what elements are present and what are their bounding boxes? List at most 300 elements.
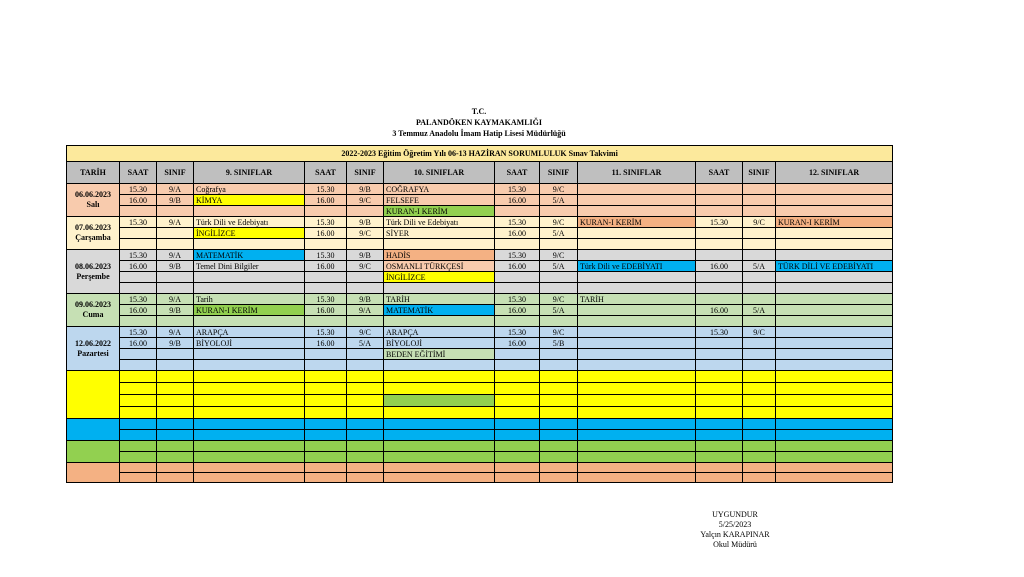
cell-time-9: [120, 239, 157, 250]
table-row: [67, 283, 893, 294]
exam-date: 06.06.2023: [75, 190, 111, 199]
cell-subject-12: [776, 283, 893, 294]
cell-time-12: [696, 463, 743, 473]
cell-subject-12: [776, 371, 893, 383]
cell-class-11: [540, 395, 578, 407]
cell-subject-9: [194, 239, 305, 250]
cell-class-11: [540, 239, 578, 250]
cell-time-9: 16.00: [120, 195, 157, 206]
cell-time-12: [696, 360, 743, 371]
cell-class-10: [347, 360, 384, 371]
cell-time-12: [696, 316, 743, 327]
table-row: [67, 250, 893, 261]
cell-class-10: 9/B: [347, 250, 384, 261]
cell-class-9: [157, 239, 194, 250]
table-row: [67, 430, 893, 441]
cell-time-12: [696, 294, 743, 305]
date-cell: [67, 250, 120, 294]
table-row: [67, 261, 893, 272]
cell-time-9: 15.30: [120, 327, 157, 338]
cell-subject-12: [776, 338, 893, 349]
cell-time-11: [495, 395, 540, 407]
exam-day: Pazartesi: [77, 348, 109, 358]
table-row: [67, 228, 893, 239]
cell-subject-11: [578, 383, 696, 395]
col-header-grade-11: 11. SINIFLAR: [578, 162, 696, 184]
cell-class-10: 9/A: [347, 305, 384, 316]
cell-class-12: [743, 441, 776, 452]
col-header-time-10: SAAT: [305, 162, 347, 184]
cell-subject-10: [384, 473, 495, 483]
cell-time-12: [696, 184, 743, 195]
cell-subject-12: TÜRK DİLİ VE EDEBİYATI: [776, 261, 893, 272]
cell-subject-9: [194, 463, 305, 473]
date-cell: [67, 463, 120, 483]
cell-class-9: [157, 395, 194, 407]
cell-class-9: [157, 441, 194, 452]
cell-class-10: [347, 419, 384, 430]
exam-day: Çarşamba: [75, 233, 111, 242]
cell-time-9: 15.30: [120, 250, 157, 261]
table-row: [67, 184, 893, 195]
cell-time-9: [120, 371, 157, 383]
cell-class-11: 9/C: [540, 294, 578, 305]
table-row: [67, 217, 893, 228]
cell-class-12: [743, 206, 776, 217]
cell-time-9: [120, 283, 157, 294]
cell-time-9: 15.30: [120, 184, 157, 195]
cell-time-10: 15.30: [305, 184, 347, 195]
cell-subject-9: MATEMATİK: [194, 250, 305, 261]
cell-subject-9: [194, 360, 305, 371]
cell-time-10: [305, 463, 347, 473]
cell-subject-12: [776, 395, 893, 407]
cell-class-11: [540, 407, 578, 419]
cell-time-11: 16.00: [495, 195, 540, 206]
cell-class-12: [743, 407, 776, 419]
cell-subject-12: [776, 407, 893, 419]
table-row: [67, 441, 893, 452]
cell-subject-12: [776, 452, 893, 463]
cell-subject-9: Türk Dili ve Edebiyatı: [194, 217, 305, 228]
exam-day: Salı: [86, 200, 100, 209]
table-row: [67, 419, 893, 430]
cell-class-11: 9/C: [540, 184, 578, 195]
cell-time-11: [495, 473, 540, 483]
cell-time-10: [305, 206, 347, 217]
cell-subject-12: [776, 463, 893, 473]
cell-class-11: [540, 473, 578, 483]
cell-class-10: [347, 383, 384, 395]
cell-class-12: [743, 316, 776, 327]
date-cell: [67, 327, 120, 371]
cell-time-11: [495, 206, 540, 217]
cell-class-11: 9/C: [540, 327, 578, 338]
table-row: [67, 349, 893, 360]
cell-class-9: [157, 407, 194, 419]
cell-class-9: [157, 473, 194, 483]
cell-subject-9: [194, 452, 305, 463]
table-row: [67, 305, 893, 316]
cell-subject-9: Temel Dini Bilgiler: [194, 261, 305, 272]
signature-name: Yalçın KARAPINAR: [700, 530, 770, 539]
cell-class-11: [540, 383, 578, 395]
cell-subject-10: [384, 395, 495, 407]
exam-date: 09.06.2023: [75, 300, 111, 309]
date-cell: [67, 184, 120, 217]
table-row: [67, 395, 893, 407]
cell-time-11: [495, 452, 540, 463]
cell-subject-9: KİMYA: [194, 195, 305, 206]
cell-class-11: [540, 316, 578, 327]
cell-time-12: [696, 338, 743, 349]
cell-subject-10: COĞRAFYA: [384, 184, 495, 195]
cell-class-11: [540, 360, 578, 371]
cell-time-9: 16.00: [120, 338, 157, 349]
cell-time-10: 16.00: [305, 305, 347, 316]
cell-time-11: [495, 349, 540, 360]
date-cell: [67, 294, 120, 327]
cell-class-9: 9/A: [157, 294, 194, 305]
cell-class-10: [347, 463, 384, 473]
cell-time-9: 16.00: [120, 261, 157, 272]
cell-time-11: [495, 419, 540, 430]
cell-subject-10: [384, 239, 495, 250]
cell-class-10: [347, 349, 384, 360]
table-row: [67, 452, 893, 463]
cell-class-12: 9/C: [743, 327, 776, 338]
cell-time-10: 15.30: [305, 294, 347, 305]
cell-class-12: [743, 452, 776, 463]
cell-time-10: [305, 407, 347, 419]
cell-subject-11: [578, 305, 696, 316]
cell-subject-9: ARAPÇA: [194, 327, 305, 338]
cell-class-10: [347, 283, 384, 294]
table-row: [67, 338, 893, 349]
cell-subject-9: İNGİLİZCE: [194, 228, 305, 239]
cell-subject-9: [194, 473, 305, 483]
cell-subject-12: [776, 473, 893, 483]
cell-subject-10: [384, 360, 495, 371]
cell-time-10: 16.00: [305, 195, 347, 206]
header-tc: T.C.: [471, 107, 487, 116]
cell-time-11: [495, 407, 540, 419]
cell-time-9: [120, 430, 157, 441]
cell-time-10: [305, 452, 347, 463]
cell-subject-12: [776, 272, 893, 283]
cell-time-12: [696, 395, 743, 407]
cell-class-11: [540, 272, 578, 283]
cell-time-11: 15.30: [495, 327, 540, 338]
col-header-date: TARİH: [67, 162, 120, 184]
cell-subject-12: [776, 430, 893, 441]
cell-class-11: [540, 430, 578, 441]
cell-subject-10: BEDEN EĞİTİMİ: [384, 349, 495, 360]
cell-time-10: 15.30: [305, 250, 347, 261]
table-row: [67, 239, 893, 250]
cell-subject-10: SİYER: [384, 228, 495, 239]
col-header-grade-10: 10. SINIFLAR: [384, 162, 495, 184]
cell-subject-9: Coğrafya: [194, 184, 305, 195]
cell-time-10: 15.30: [305, 327, 347, 338]
cell-time-10: [305, 360, 347, 371]
cell-time-10: 16.00: [305, 338, 347, 349]
cell-class-12: [743, 360, 776, 371]
cell-subject-11: TARİH: [578, 294, 696, 305]
cell-time-10: [305, 283, 347, 294]
cell-class-12: [743, 272, 776, 283]
cell-class-9: [157, 228, 194, 239]
cell-subject-9: Tarih: [194, 294, 305, 305]
cell-class-10: 5/A: [347, 338, 384, 349]
col-header-class-9: SINIF: [157, 162, 194, 184]
cell-time-10: [305, 430, 347, 441]
cell-class-10: 9/C: [347, 327, 384, 338]
col-header-time-12: SAAT: [696, 162, 743, 184]
cell-time-10: [305, 419, 347, 430]
cell-time-11: [495, 360, 540, 371]
col-header-class-10: SINIF: [347, 162, 384, 184]
cell-class-12: 5/A: [743, 261, 776, 272]
cell-subject-9: [194, 441, 305, 452]
cell-time-12: [696, 206, 743, 217]
cell-time-11: 16.00: [495, 338, 540, 349]
cell-subject-9: [194, 316, 305, 327]
cell-class-9: [157, 452, 194, 463]
cell-class-9: [157, 349, 194, 360]
cell-time-12: 15.30: [696, 327, 743, 338]
cell-class-10: 9/B: [347, 184, 384, 195]
cell-subject-10: TARİH: [384, 294, 495, 305]
cell-class-9: [157, 430, 194, 441]
cell-class-11: [540, 441, 578, 452]
table-title: 2022-2023 Eğitim Öğretim Yılı 06-13 HAZİRAN SORUMLULUK Sınav Takvimi: [67, 146, 893, 162]
cell-subject-11: [578, 327, 696, 338]
cell-class-11: 5/A: [540, 261, 578, 272]
cell-subject-9: [194, 419, 305, 430]
cell-time-12: [696, 407, 743, 419]
cell-subject-11: [578, 272, 696, 283]
cell-subject-10: OSMANLI TÜRKÇESİ: [384, 261, 495, 272]
cell-subject-10: [384, 463, 495, 473]
cell-subject-12: [776, 316, 893, 327]
cell-class-10: 9/C: [347, 228, 384, 239]
table-row: [67, 473, 893, 483]
cell-time-9: [120, 272, 157, 283]
cell-class-9: 9/A: [157, 217, 194, 228]
cell-subject-11: [578, 419, 696, 430]
cell-subject-12: [776, 419, 893, 430]
cell-class-12: [743, 395, 776, 407]
cell-class-10: 9/C: [347, 261, 384, 272]
cell-subject-9: [194, 283, 305, 294]
cell-class-10: 9/B: [347, 294, 384, 305]
cell-class-9: [157, 371, 194, 383]
cell-time-11: [495, 430, 540, 441]
cell-time-10: [305, 395, 347, 407]
cell-class-12: [743, 195, 776, 206]
date-cell: [67, 217, 120, 250]
cell-class-9: 9/B: [157, 338, 194, 349]
cell-subject-11: [578, 407, 696, 419]
cell-class-9: [157, 419, 194, 430]
cell-class-12: [743, 250, 776, 261]
cell-subject-11: [578, 228, 696, 239]
signature-approved: UYGUNDUR: [712, 510, 758, 519]
cell-subject-10: [384, 419, 495, 430]
cell-subject-9: [194, 206, 305, 217]
cell-subject-10: [384, 430, 495, 441]
cell-subject-10: [384, 371, 495, 383]
cell-class-11: 9/C: [540, 217, 578, 228]
cell-subject-9: BİYOLOJİ: [194, 338, 305, 349]
cell-class-10: [347, 473, 384, 483]
cell-time-12: [696, 473, 743, 483]
cell-class-12: [743, 349, 776, 360]
cell-time-10: [305, 272, 347, 283]
cell-class-11: [540, 463, 578, 473]
cell-class-10: 9/B: [347, 217, 384, 228]
cell-subject-10: [384, 316, 495, 327]
cell-class-12: [743, 283, 776, 294]
cell-time-10: 15.30: [305, 217, 347, 228]
cell-time-10: [305, 316, 347, 327]
cell-class-12: 5/A: [743, 305, 776, 316]
cell-class-9: [157, 206, 194, 217]
exam-day: Perşembe: [76, 271, 110, 281]
cell-time-11: [495, 283, 540, 294]
cell-time-11: [495, 463, 540, 473]
cell-subject-11: [578, 184, 696, 195]
cell-time-11: 15.30: [495, 217, 540, 228]
cell-subject-10: KURAN-I KERİM: [384, 206, 495, 217]
cell-subject-11: [578, 371, 696, 383]
cell-class-10: 9/C: [347, 195, 384, 206]
cell-time-12: 16.00: [696, 305, 743, 316]
cell-subject-9: [194, 383, 305, 395]
col-header-time-11: SAAT: [495, 162, 540, 184]
cell-time-10: 16.00: [305, 228, 347, 239]
cell-time-9: [120, 360, 157, 371]
cell-class-12: [743, 419, 776, 430]
cell-class-10: [347, 407, 384, 419]
cell-time-9: [120, 206, 157, 217]
cell-subject-12: [776, 239, 893, 250]
cell-time-12: 16.00: [696, 261, 743, 272]
cell-class-9: 9/B: [157, 305, 194, 316]
cell-subject-12: [776, 206, 893, 217]
cell-subject-12: [776, 349, 893, 360]
cell-class-12: [743, 463, 776, 473]
cell-subject-12: [776, 195, 893, 206]
cell-time-10: [305, 349, 347, 360]
cell-class-12: [743, 338, 776, 349]
cell-subject-9: [194, 430, 305, 441]
cell-subject-12: [776, 294, 893, 305]
cell-class-11: 5/B: [540, 338, 578, 349]
cell-time-12: [696, 228, 743, 239]
table-row: [67, 206, 893, 217]
cell-subject-11: [578, 338, 696, 349]
cell-class-12: [743, 228, 776, 239]
cell-time-10: [305, 239, 347, 250]
cell-subject-11: [578, 430, 696, 441]
exam-day: Cuma: [82, 310, 104, 319]
cell-class-11: [540, 452, 578, 463]
cell-subject-11: [578, 239, 696, 250]
cell-subject-12: [776, 441, 893, 452]
cell-subject-11: [578, 250, 696, 261]
cell-subject-11: [578, 452, 696, 463]
signature-title: Okul Müdürü: [713, 540, 757, 549]
cell-subject-10: ARAPÇA: [384, 327, 495, 338]
cell-class-12: [743, 184, 776, 195]
cell-subject-11: [578, 316, 696, 327]
cell-subject-11: [578, 195, 696, 206]
cell-time-11: 15.30: [495, 184, 540, 195]
cell-subject-9: [194, 395, 305, 407]
cell-time-12: [696, 371, 743, 383]
cell-time-12: [696, 383, 743, 395]
cell-time-11: [495, 383, 540, 395]
cell-time-9: [120, 463, 157, 473]
cell-time-11: [495, 316, 540, 327]
cell-subject-11: [578, 360, 696, 371]
cell-class-10: [347, 206, 384, 217]
cell-time-12: [696, 272, 743, 283]
cell-class-9: 9/A: [157, 250, 194, 261]
signature-date: 5/25/2023: [718, 520, 752, 529]
cell-subject-11: [578, 395, 696, 407]
cell-time-9: [120, 383, 157, 395]
cell-class-12: [743, 371, 776, 383]
cell-class-11: [540, 371, 578, 383]
cell-class-12: [743, 294, 776, 305]
table-row: [67, 195, 893, 206]
cell-subject-10: HADİS: [384, 250, 495, 261]
cell-class-9: [157, 463, 194, 473]
cell-time-12: 15.30: [696, 217, 743, 228]
exam-date: 12.06.2022: [75, 338, 111, 348]
cell-time-9: 16.00: [120, 305, 157, 316]
cell-time-11: 16.00: [495, 305, 540, 316]
table-row: [67, 327, 893, 338]
cell-class-9: 9/B: [157, 261, 194, 272]
cell-subject-10: [384, 441, 495, 452]
cell-class-9: 9/A: [157, 327, 194, 338]
cell-time-11: [495, 371, 540, 383]
cell-subject-10: [384, 283, 495, 294]
cell-subject-11: [578, 349, 696, 360]
cell-subject-11: [578, 441, 696, 452]
table-row: [67, 272, 893, 283]
cell-subject-11: [578, 473, 696, 483]
cell-time-12: [696, 452, 743, 463]
cell-class-12: [743, 239, 776, 250]
cell-time-11: 16.00: [495, 261, 540, 272]
cell-time-12: [696, 250, 743, 261]
cell-subject-12: [776, 305, 893, 316]
cell-time-12: [696, 349, 743, 360]
cell-class-11: 5/A: [540, 195, 578, 206]
cell-subject-10: MATEMATİK: [384, 305, 495, 316]
cell-class-11: [540, 283, 578, 294]
cell-time-9: [120, 473, 157, 483]
cell-time-9: [120, 228, 157, 239]
col-header-class-12: SINIF: [743, 162, 776, 184]
column-header-row: [67, 162, 893, 184]
cell-class-10: [347, 452, 384, 463]
